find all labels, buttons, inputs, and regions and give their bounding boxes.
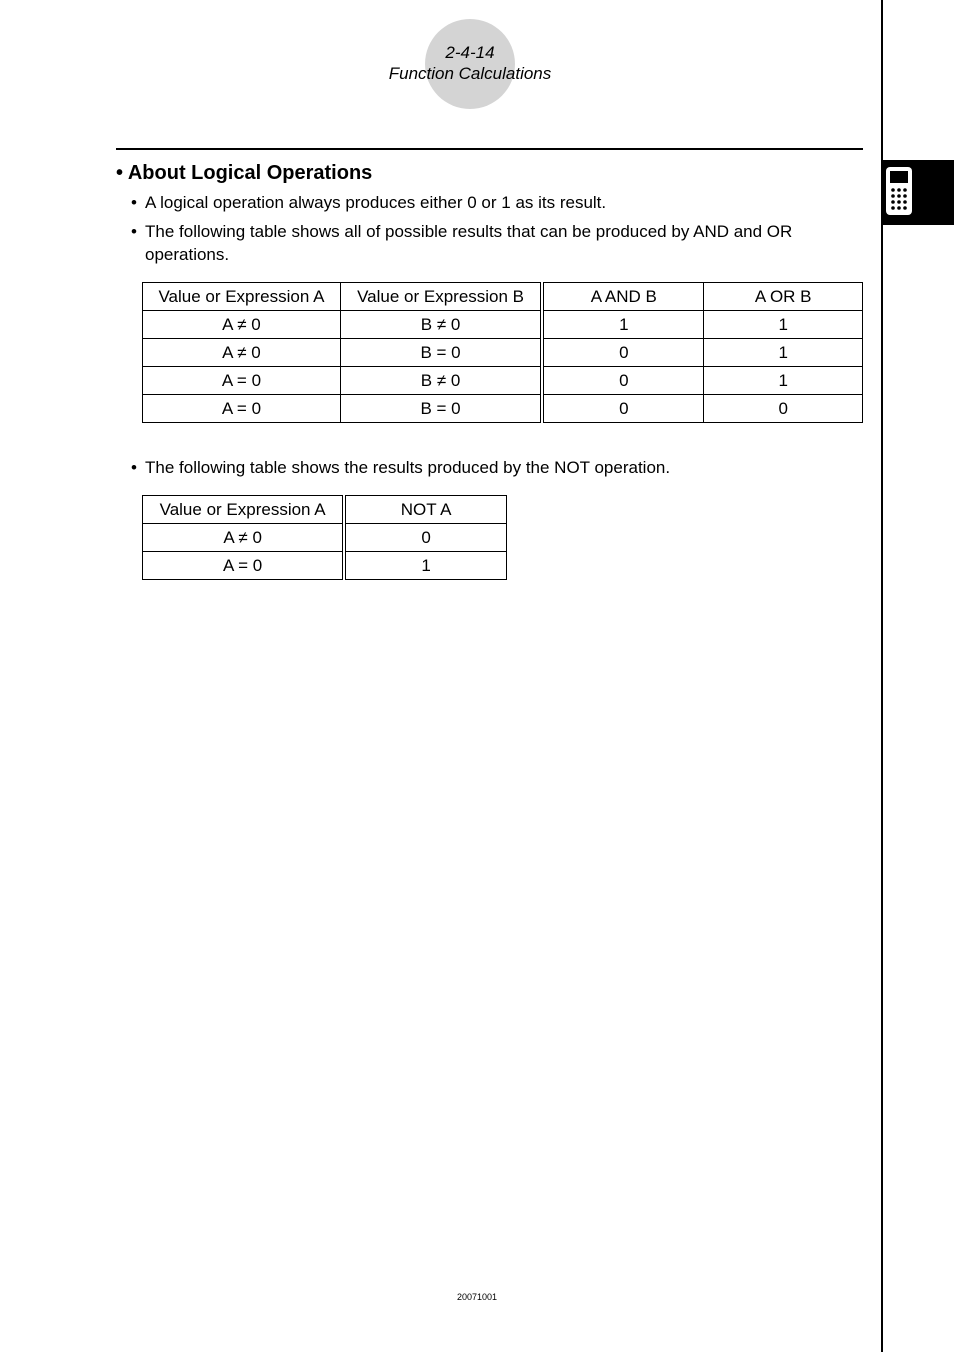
table-cell: A = 0 [143,552,345,580]
bullet-item [131,456,843,479]
table-cell: 0 [704,395,863,423]
table-header-cell: Value or Expression A [143,496,345,524]
table-cell: 1 [542,311,704,339]
heading-text: About Logical Operations [127,162,373,184]
table-cell: B ≠ 0 [340,311,542,339]
table-header-cell: Value or Expression B [340,283,542,311]
table-cell: 1 [704,339,863,367]
footer-code: 20071001 [456,1292,498,1302]
table-header-cell: A AND B [542,283,704,311]
not-table [142,495,507,580]
table-row [143,339,863,367]
table-header-cell: Value or Expression A [143,283,341,311]
bullet-mark: • [131,222,137,241]
table-header-cell: A OR B [704,283,863,311]
table-cell: A ≠ 0 [143,339,341,367]
table-cell: 0 [542,339,704,367]
table-row [143,552,507,580]
table-cell: 1 [344,552,506,580]
bullet-item [131,191,841,214]
table-cell: 1 [704,311,863,339]
bullet-mark: • [131,193,137,212]
section-heading [116,160,372,186]
table-cell: 0 [542,367,704,395]
table-cell: B = 0 [340,339,542,367]
table-cell: A ≠ 0 [143,524,345,552]
bullet-text: The following table shows all of possible results that can be produced by AND and OR operations. [145,222,793,264]
table-cell: B ≠ 0 [340,367,542,395]
bullet-text: The following table shows the results produced by the NOT operation. [145,458,671,477]
table-row [143,311,863,339]
table-header-cell: NOT A [344,496,506,524]
table-cell: A = 0 [143,395,341,423]
table-cell: A = 0 [143,367,341,395]
table-cell: 1 [704,367,863,395]
table-header-row [143,496,507,524]
and-or-table [142,282,863,423]
bullet-text: A logical operation always produces either 0 or 1 as its result. [145,193,607,212]
heading-bullet: • [116,162,124,184]
bullet-mark: • [131,458,137,477]
table-row [143,367,863,395]
table-cell: A ≠ 0 [143,311,341,339]
table-cell: 0 [344,524,506,552]
table-header-row [143,283,863,311]
table-cell: 0 [542,395,704,423]
page-number: 2-4-14 [445,43,495,62]
bullet-item [131,220,843,266]
header-rule [116,148,863,150]
table-row [143,524,507,552]
table-row [143,395,863,423]
table-cell: B = 0 [340,395,542,423]
calculator-icon [885,166,913,216]
section-title: Function Calculations [388,64,552,83]
